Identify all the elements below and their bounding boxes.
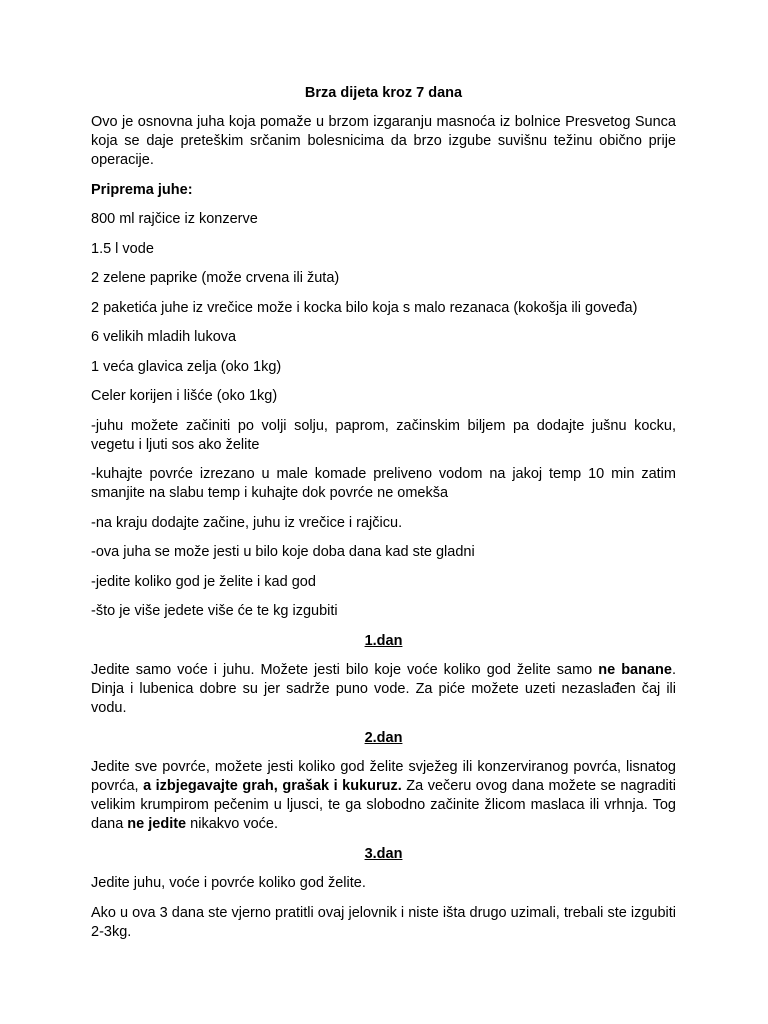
day3-title: 3.dan — [364, 845, 403, 862]
note-item: -kuhajte povrće izrezano u male komade preliveno vodom na jakoj temp 10 min zatim smanjite na slabu temp i kuhajte dok povrće ne omekša — [91, 466, 676, 501]
day1-title: 1.dan — [364, 632, 403, 649]
ingredient-item: 1 veća glavica zelja (oko 1kg) — [91, 358, 282, 375]
ingredient-item: 6 velikih mladih lukova — [91, 329, 237, 345]
day1-paragraph — [91, 661, 676, 718]
day1-text-a: Jedite samo voće i juhu. Možete jesti bilo koje voće koliko god želite samo — [91, 662, 599, 678]
day1-text-b: . Dinja i lubenica dobre su jer sadrže puno vode. Za piće možete uzeti nezaslađen čaj ili vodu. — [91, 662, 676, 716]
day2-title: 2.dan — [364, 729, 403, 746]
day1-bold-a: ne banane — [598, 662, 672, 678]
ingredient-item: 2 paketića juhe iz vrečice može i kocka bilo koja s malo rezanaca (kokošja ili goveđa) — [91, 299, 638, 316]
ingredient-item: Celer korijen i lišće (oko 1kg) — [91, 388, 278, 404]
ingredient-item: 2 zelene paprike (može crvena ili žuta) — [91, 270, 340, 286]
day2-text-c: nikakvo voće. — [186, 816, 279, 832]
ingredient-item: 800 ml rajčice iz konzerve — [91, 211, 258, 227]
intro-paragraph: Ovo je osnovna juha koja pomaže u brzom izgaranju masnoća iz bolnice Presvetog Sunca koja se daje preteškim srčanim bolesnicima da brzo izgube suvišnu težinu obično prije operacije. — [91, 114, 676, 168]
ingredient-item: 1.5 l vode — [91, 240, 154, 257]
document-body — [91, 84, 676, 952]
day2-bold-b: ne jedite — [127, 816, 187, 832]
note-item: -juhu možete začiniti po volji solju, paprom, začinskim biljem pa dodajte jušnu kocku, vegetu i ljuti sos ako želite — [91, 417, 676, 453]
note-item: -jedite koliko god je želite i kad god — [91, 573, 316, 590]
day2-text-a: Jedite sve povrće, možete jesti koliko god želite svježeg ili konzerviranog povrća, lisnatog povrća, — [91, 759, 676, 794]
day2-bold-a: a izbjegavajte grah, grašak i kukuruz. — [143, 778, 402, 794]
day2-text-b: Za večeru ovog dana možete se nagraditi velikim krumpirom pečenim u ljusci, te ga slobodno začinite žlicom maslaca ili vrhnja. Tog dana — [91, 778, 677, 832]
day3-paragraph: Jedite juhu, voće i povrće koliko god želite. — [91, 875, 366, 891]
note-item: -što je više jedete više će te kg izgubiti — [91, 603, 338, 619]
recipe-heading: Priprema juhe: — [91, 181, 193, 198]
closing-paragraph: Ako u ova 3 dana ste vjerno pratitli ovaj jelovnik i niste išta drugo uzimali, trebali ste izgubiti 2-3kg. — [91, 904, 676, 940]
document-title: Brza dijeta kroz 7 dana — [304, 85, 463, 101]
day2-paragraph — [91, 758, 676, 834]
note-item: -na kraju dodajte začine, juhu iz vrečice i rajčicu. — [91, 514, 403, 531]
note-item: -ova juha se može jesti u bilo koje doba dana kad ste gladni — [91, 544, 475, 560]
